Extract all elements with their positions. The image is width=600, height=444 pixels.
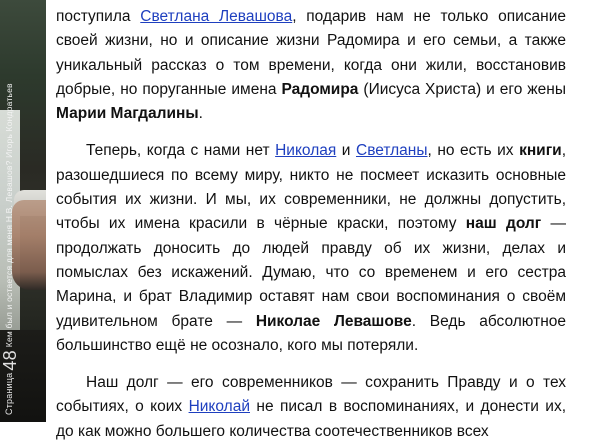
page-label: Страница [4, 372, 14, 415]
paragraph-2 [56, 139, 566, 358]
sidebar-photo-strip [0, 0, 46, 422]
name-link[interactable]: Светлана Левашова [140, 8, 293, 25]
text-segment: и [336, 142, 356, 160]
text-segment: (Иисуса Христа) и его жены [358, 80, 566, 98]
text-segment: , но есть их [427, 142, 520, 160]
page-number: 48 [0, 350, 20, 371]
document-body [56, 0, 566, 444]
bold-text: Николае Левашове [255, 312, 412, 330]
name-link[interactable]: Светланы [356, 142, 428, 160]
bold-text: Радомира [281, 80, 359, 98]
book-title: Кем был и остается для меня Н.В. Левашов? Игорь Кондратьев [4, 83, 14, 348]
text-segment: , разошедшиеся по всему миру, никто не посмеет исказить основные события их жизни. И мы, их современники, не должны допустить, чтобы их имена красили в чёрные краски, поэтому [56, 142, 567, 233]
text-segment: — продолжать доносить до людей правду об их жизни, делах и помыслах без искажений. Думаю, что со временем и его сестра Марина, и брат Владимир оставят нам свои воспоминания о своём удивительном брате — [56, 215, 567, 330]
portrait-photo [12, 200, 46, 290]
paragraph-3 [56, 371, 566, 444]
text-segment: . Ведь абсолютное большинство ещё не осознало, кого мы потеряли. [56, 312, 566, 354]
text-segment: . [198, 105, 203, 123]
name-link[interactable]: Николай [188, 398, 250, 416]
vertical-caption [0, 83, 20, 415]
text-segment: Теперь, когда с нами нет [86, 142, 276, 160]
name-link[interactable]: Николая [275, 142, 337, 160]
paragraph-1 [56, 5, 566, 126]
text-segment: , подарив нам не только описание своей жизни, но и описание жизни Радомира и его семьи, а также уникальный рассказ о том времени, когда они жили, восстановив добрые, но поруганные имена [56, 8, 566, 98]
text-segment: не писал в воспоминаниях, и донести их, до как можно большего количества соотечественников всех [56, 398, 567, 440]
bold-text: наш долг [465, 215, 542, 233]
bold-text: книги [519, 142, 562, 160]
text-segment: Наш долг — его современников — сохранить Правду и о тех событиях, о коих [56, 374, 566, 416]
text-segment: поступила [56, 8, 141, 25]
bold-text: Марии Магдалины [56, 105, 199, 123]
